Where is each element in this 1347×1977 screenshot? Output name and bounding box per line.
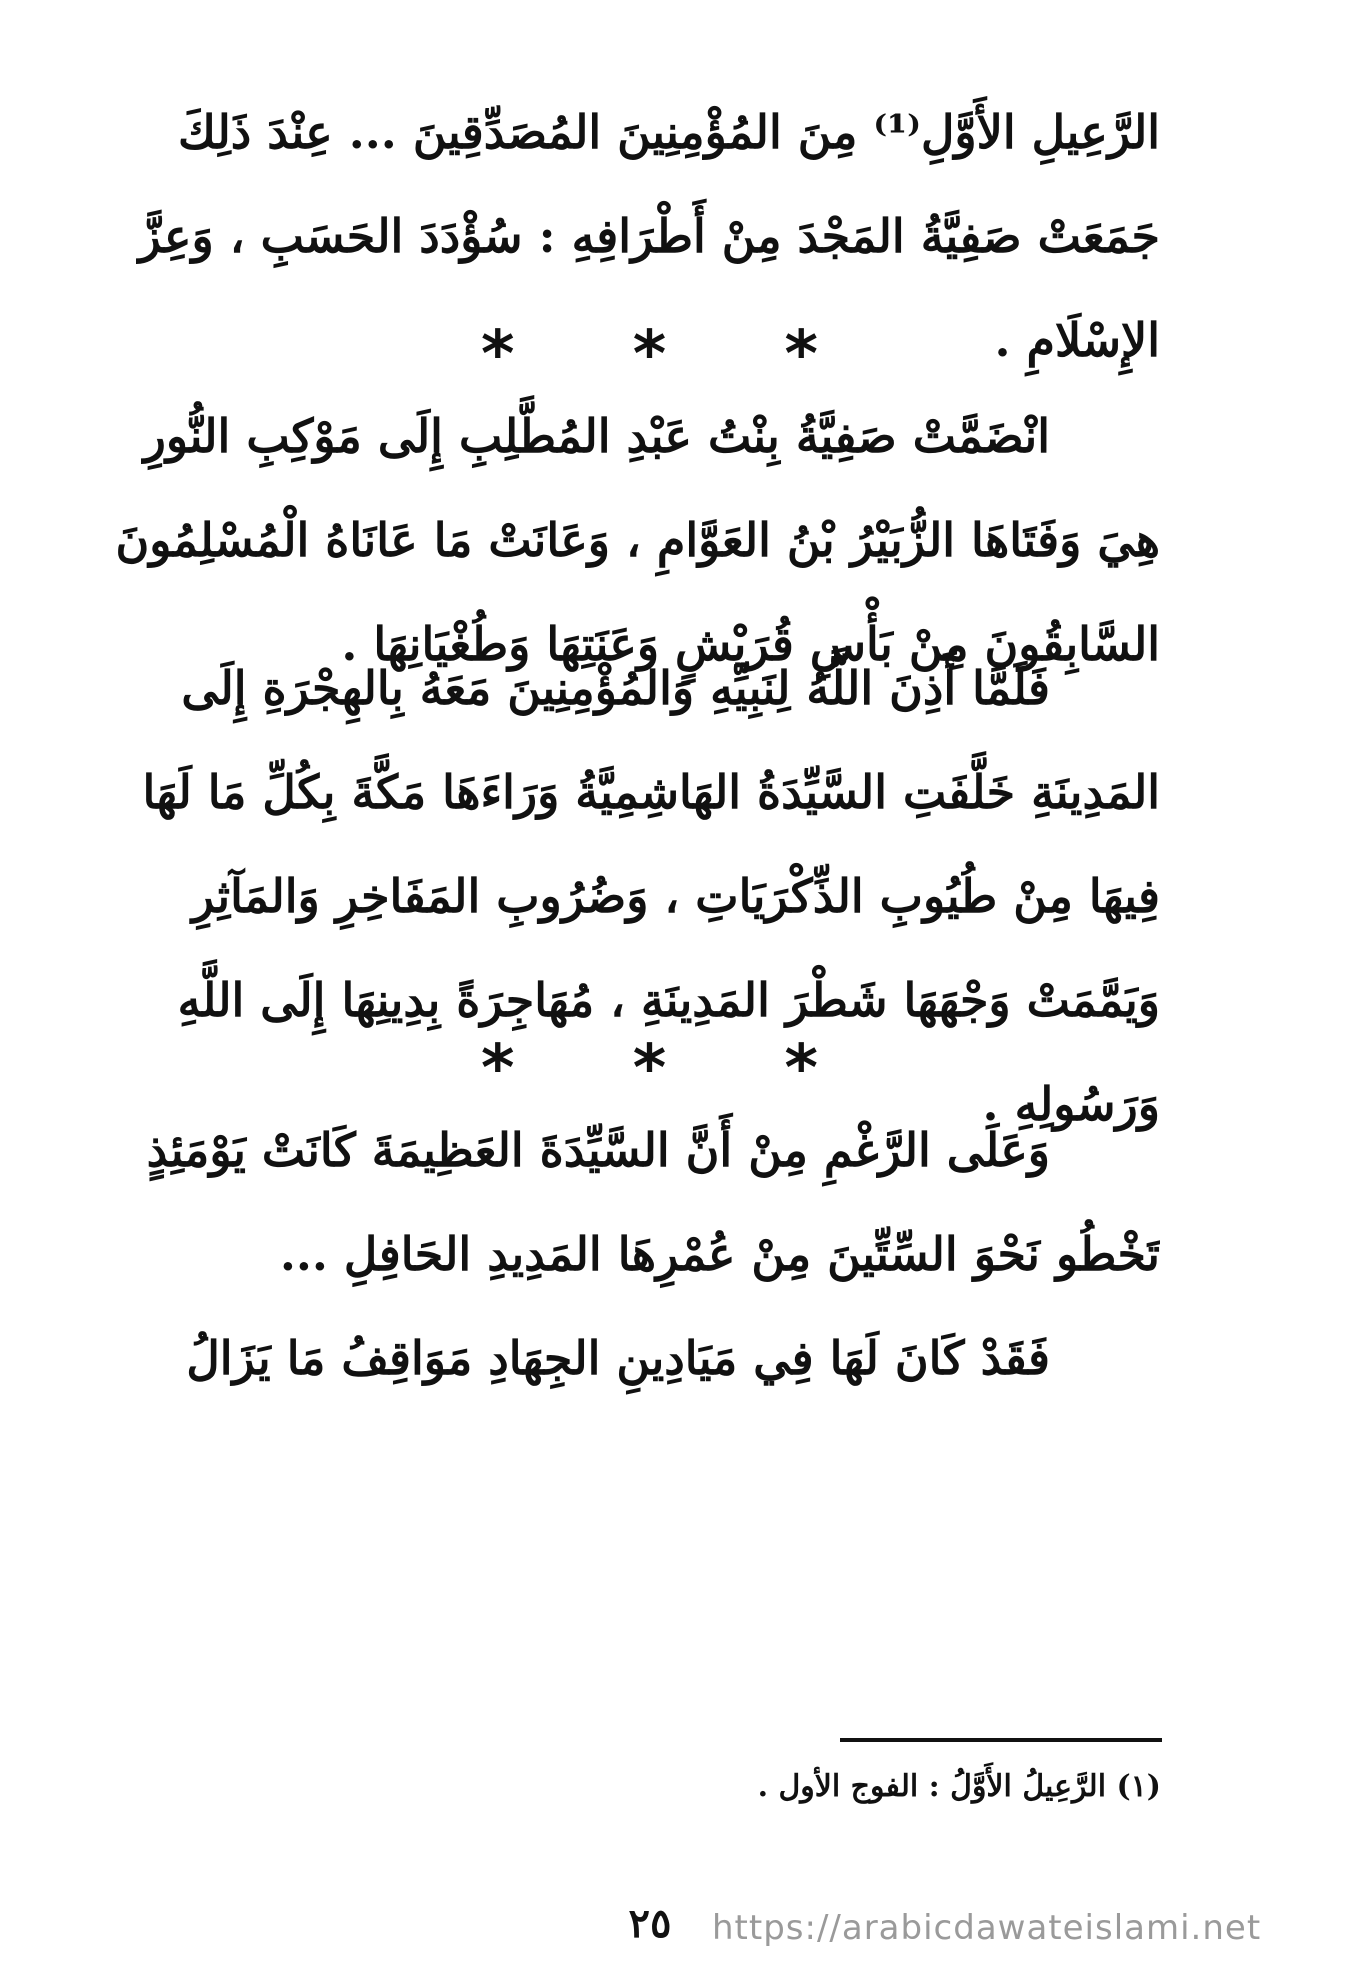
footnote-divider (840, 1738, 1162, 1742)
text-line: الإِسْلَامِ . (994, 313, 1160, 367)
paragraph-4 (100, 1098, 1160, 1306)
text-line: السَّابِقُونَ مِنْ بَأْسِ قُرَيْشٍ وَعَنَتِهَا وَطُغْيَانِهَا . (341, 617, 1160, 671)
page-number: ٢٥ (628, 1900, 672, 1947)
footnote: (١) الرَّعِيلُ الأَوَّلُ : الفوج الأول . (757, 1769, 1161, 1804)
text-line: جَمَعَتْ صَفِيَّةُ المَجْدَ مِنْ أَطْرَافِهِ : سُؤْدَدَ الحَسَبِ ، وَعِزَّ (138, 209, 1160, 263)
text-line: انْضَمَّتْ صَفِيَّةُ بِنْتُ عَبْدِ المُطَّلِبِ إِلَى مَوْكِبِ النُّورِ (143, 409, 1050, 463)
text-line: تَخْطُو نَحْوَ السِّتِّينَ مِنْ عُمْرِهَا المَدِيدِ الحَافِلِ ... (279, 1227, 1160, 1281)
text-line: هِيَ وَفَتَاهَا الزُّبَيْرُ بْنُ العَوَّامِ ، وَعَانَتْ مَا عَانَاهُ الْمُسْلِمُونَ (115, 513, 1160, 567)
text-line: فَلَمَّا أَذِنَ اللَّهُ لِنَبِيِّهِ وَالمُؤْمِنِينَ مَعَهُ بِالهِجْرَةِ إِلَى (181, 661, 1050, 715)
text-line: فَقَدْ كَانَ لَهَا فِي مَيَادِينِ الجِهَادِ مَوَاقِفُ مَا يَزَالُ (186, 1331, 1050, 1385)
text-line: وَيَمَّمَتْ وَجْهَهَا شَطْرَ المَدِينَةِ ، مُهَاجِرَةً بِدِينِهَا إِلَى اللَّهِ (177, 973, 1160, 1027)
text-line: الرَّعِيلِ الأَوَّلِ⁽¹⁾ مِنَ المُؤْمِنِينَ المُصَدِّقِينَ ... عِنْدَ ذَلِكَ (178, 105, 1160, 159)
watermark-url: https://arabicdawateislami.net (712, 1908, 1262, 1948)
section-separator-2: * * * (481, 1032, 866, 1106)
text-line: المَدِينَةِ خَلَّفَتِ السَّيِّدَةُ الهَاشِمِيَّةُ وَرَاءَهَا مَكَّةَ بِكُلِّ مَا لَهَا (142, 765, 1160, 819)
section-separator: * * * (481, 318, 866, 392)
text-line: وَرَسُولِهِ . (982, 1077, 1160, 1131)
text-line: وَعَلَى الرَّغْمِ مِنْ أَنَّ السَّيِّدَةَ العَظِيمَةَ كَانَتْ يَوْمَئِذٍ (146, 1123, 1050, 1177)
paragraph-5 (100, 1306, 1160, 1410)
text-line: فِيهَا مِنْ طُيُوبِ الذِّكْرَيَاتِ ، وَضُرُوبِ المَفَاخِرِ وَالمَآثِرِ (191, 869, 1160, 923)
